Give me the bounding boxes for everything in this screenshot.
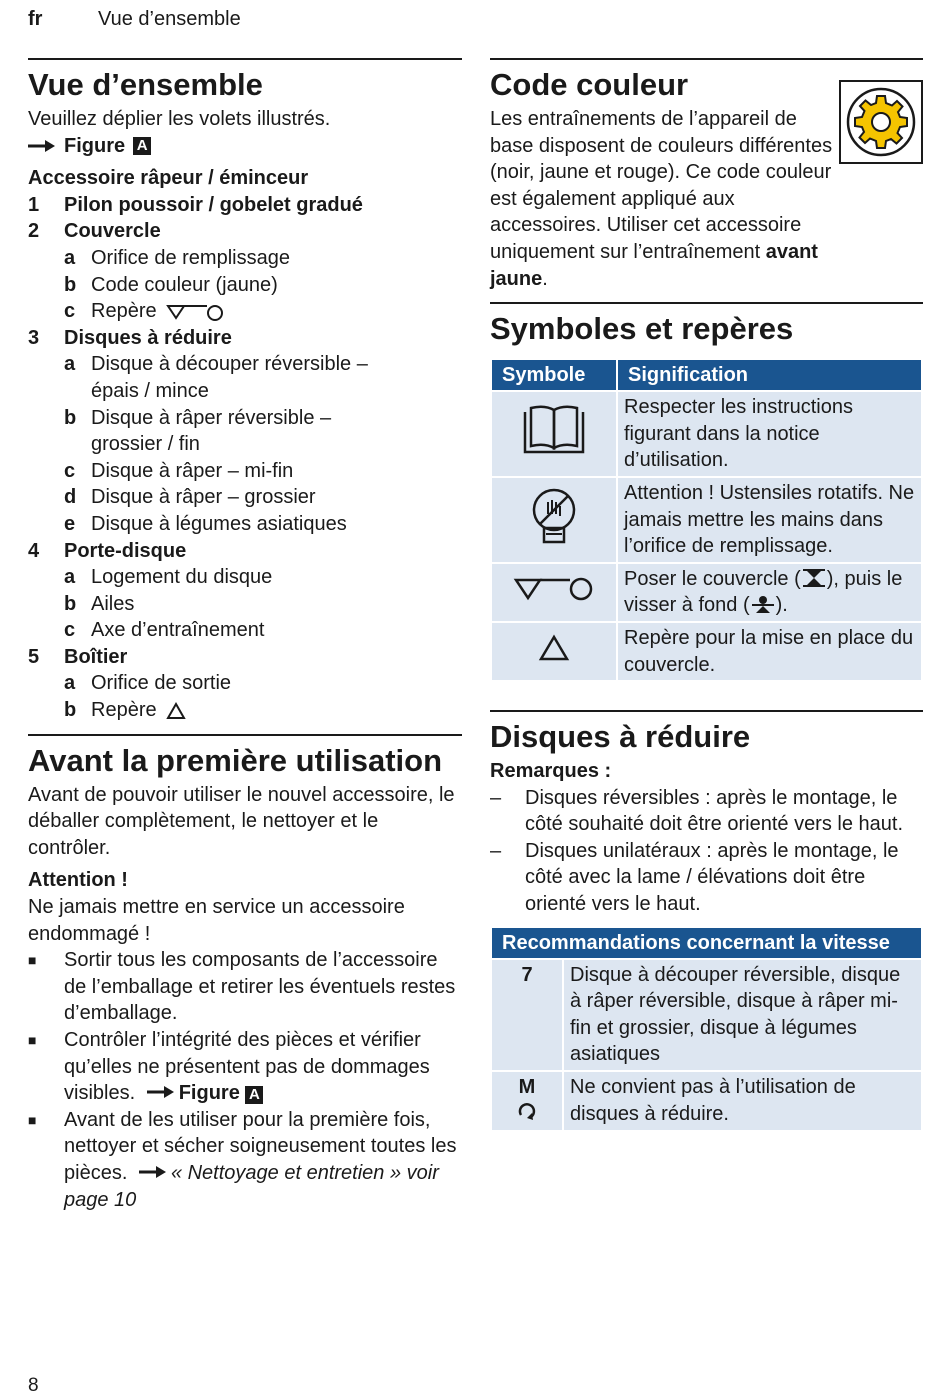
speed-table <box>490 926 923 1133</box>
sub-letter: b <box>64 592 77 615</box>
item-number: 2 <box>28 220 40 243</box>
arrow-right-icon <box>28 139 56 153</box>
dash-bullet: – <box>490 839 502 862</box>
figure-label: Figure <box>64 134 126 157</box>
header-language: fr <box>28 8 43 30</box>
bullet-text: Sortir tous les composants de l’accessoire de l’emballage et retirer les éventuels restes d’emballage. <box>64 949 456 1025</box>
speed-description: Ne convient pas à l’utilisation de disques à réduire. <box>563 1071 922 1131</box>
speed-value: M <box>518 1076 536 1099</box>
item-number: 4 <box>28 539 40 562</box>
figure-letter-box: A <box>133 137 151 155</box>
speed-description: Disque à découper réversible, disque à râper réversible, disque à râper mi-fin et grossier, disque à légumes asiatiques <box>563 959 922 1071</box>
section-rule <box>28 58 462 60</box>
rotate-icon <box>517 1101 537 1121</box>
list-item <box>28 538 462 565</box>
sub-text: Logement du disque <box>91 566 273 589</box>
column-header-symbol: Symbole <box>491 359 617 391</box>
table-row <box>491 477 922 563</box>
list-item <box>28 218 462 245</box>
accessory-title: Accessoire râpeur / éminceur <box>28 167 309 190</box>
sub-item <box>28 564 462 591</box>
arrow-right-icon <box>139 1165 167 1179</box>
table-row <box>491 1071 922 1131</box>
sub-letter: c <box>64 459 76 482</box>
meaning-cell <box>617 563 922 622</box>
sub-text: Repère <box>91 699 157 722</box>
square-bullet-icon: ■ <box>28 1111 37 1128</box>
item-number: 5 <box>28 645 40 668</box>
figure-letter-box: A <box>245 1086 263 1104</box>
first-use-heading: Avant la première utilisation <box>28 742 443 778</box>
table-row <box>491 959 922 1071</box>
symbol-cell <box>491 563 617 622</box>
sub-letter: c <box>64 619 76 642</box>
sub-item <box>28 591 462 618</box>
bullet-text: Contrôler l’intégrité des pièces et vérifier qu’elles ne présentent pas de dommages visibles. <box>64 1029 430 1105</box>
meaning-text: ), puis le visser à fond ( <box>624 567 903 617</box>
speed-value: 7 <box>491 959 563 1071</box>
cross-reference-link[interactable]: « Nettoyage et entretien » voir page 10 <box>64 1161 439 1211</box>
item-label: Boîtier <box>64 645 128 668</box>
punctuation: . <box>542 267 548 290</box>
meaning-cell: Attention ! Ustensiles rotatifs. Ne jamais mettre les mains dans l’orifice de remplissage. <box>617 477 922 563</box>
remark-text: Disques unilatéraux : après le montage, le côté avec la lame / élévations doit être orienté vers le haut. <box>525 839 899 916</box>
section-rule <box>490 302 923 304</box>
symbol-cell <box>491 477 617 563</box>
bullet-item <box>28 1107 462 1213</box>
sub-item <box>28 458 462 485</box>
sub-item <box>28 511 462 538</box>
sub-item <box>28 272 462 299</box>
no-hands-icon <box>524 486 584 546</box>
sub-item <box>28 351 462 404</box>
remark-item <box>490 785 923 838</box>
dash-bullet: – <box>490 786 502 809</box>
color-code-emphasis: avant jaune <box>490 240 818 290</box>
square-bullet-icon: ■ <box>28 952 37 969</box>
sub-letter: b <box>64 273 77 296</box>
book-icon <box>521 402 587 458</box>
sub-text: Axe d’entraînement <box>91 619 265 642</box>
item-label: Pilon poussoir / gobelet gradué <box>64 193 363 216</box>
remark-text: Disques réversibles : après le montage, le côté souhaité doit être orienté vers le haut. <box>525 786 904 836</box>
screw-lid-icon <box>750 594 776 614</box>
bullet-item <box>28 1027 462 1107</box>
triangle-icon <box>165 700 187 722</box>
sub-letter: c <box>64 300 76 323</box>
sub-letter: a <box>64 353 76 376</box>
item-label: Couvercle <box>64 220 161 243</box>
item-label: Disques à réduire <box>64 326 232 349</box>
gear-icon <box>845 86 917 158</box>
item-number: 3 <box>28 326 40 349</box>
discs-heading: Disques à réduire <box>490 719 751 755</box>
overview-heading: Vue d’ensemble <box>28 67 263 102</box>
meaning-cell: Respecter les instructions figurant dans la notice d’utilisation. <box>617 391 922 477</box>
sub-text: Orifice de sortie <box>91 672 232 695</box>
sub-text: Disque à légumes asiatiques <box>91 512 347 535</box>
sub-letter: b <box>64 406 77 429</box>
sub-letter: d <box>64 486 77 509</box>
sub-letter: a <box>64 672 76 695</box>
table-row <box>491 622 922 681</box>
sub-letter: b <box>64 699 77 722</box>
sub-item <box>28 697 462 724</box>
square-bullet-icon: ■ <box>28 1032 37 1048</box>
item-number: 1 <box>28 193 40 216</box>
right-column <box>490 58 923 1132</box>
speed-table-header: Recommandations concernant la vitesse <box>491 927 922 959</box>
remark-item <box>490 838 923 918</box>
section-rule <box>490 710 923 712</box>
symbols-table <box>490 358 923 682</box>
overview-intro: Veuillez déplier les volets illustrés. <box>28 108 331 130</box>
attention-label: Attention ! <box>28 869 128 892</box>
sub-item <box>28 245 462 272</box>
sub-text: Repère <box>91 300 157 323</box>
meaning-cell: Repère pour la mise en place du couvercle. <box>617 622 922 681</box>
section-rule <box>490 58 923 60</box>
speed-value-cell <box>491 1071 563 1131</box>
list-item <box>28 192 462 219</box>
column-header-meaning: Signification <box>617 359 922 391</box>
meaning-text: ). <box>775 594 788 617</box>
first-use-intro: Avant de pouvoir utiliser le nouvel accessoire, le déballer complètement, le nettoyer et le contrôler. <box>28 783 455 859</box>
sub-letter: e <box>64 512 76 535</box>
sub-text: Code couleur (jaune) <box>91 273 278 296</box>
color-code-heading: Code couleur <box>490 67 689 102</box>
color-code-badge <box>839 80 923 164</box>
list-item <box>28 644 462 671</box>
color-code-text: Les entraînements de l’appareil de base disposent de couleurs différentes (noir, jaune et rouge). Ce code couleur est également appliqué aux accessoires. Utiliser cet accessoire uniquement sur l’entraînement <box>490 108 833 263</box>
remarks-label: Remarques : <box>490 760 612 783</box>
meaning-text: Poser le couvercle ( <box>624 567 801 590</box>
lid-marks-icon <box>165 301 227 323</box>
sub-text: Disque à râper – mi-fin <box>91 459 294 482</box>
triangle-icon <box>537 633 571 663</box>
sub-text: Orifice de remplissage <box>91 246 290 269</box>
sub-text-cont: grossier / fin <box>91 433 200 456</box>
section-rule <box>28 734 462 736</box>
lid-marks-icon <box>512 572 596 606</box>
figure-label: Figure <box>178 1082 240 1105</box>
sub-text: Ailes <box>91 592 135 615</box>
sub-item <box>28 484 462 511</box>
bullet-text: Avant de les utiliser pour la première fois, nettoyer et sécher soigneusement toutes les pièces. <box>64 1108 457 1184</box>
sub-text: Disque à râper – grossier <box>91 486 316 509</box>
color-code-text-a <box>490 106 835 292</box>
list-item <box>28 325 462 352</box>
arrow-right-icon <box>147 1085 175 1099</box>
sub-item <box>28 670 462 697</box>
symbol-cell <box>491 391 617 477</box>
table-row <box>491 563 922 622</box>
symbol-cell <box>491 622 617 681</box>
page-number: 8 <box>28 1375 39 1396</box>
place-lid-icon <box>801 568 827 588</box>
item-label: Porte-disque <box>64 539 187 562</box>
sub-text-cont: épais / mince <box>91 379 209 402</box>
sub-item <box>28 617 462 644</box>
header-title: Vue d’ensemble <box>98 8 241 30</box>
sub-text: Disque à découper réversible – <box>91 353 368 376</box>
sub-item <box>28 298 462 325</box>
sub-letter: a <box>64 246 76 269</box>
left-column <box>28 58 462 1213</box>
sub-item <box>28 405 462 458</box>
attention-text: Ne jamais mettre en service un accessoire endommagé ! <box>28 896 405 945</box>
sub-text: Disque à râper réversible – <box>91 406 332 429</box>
sub-letter: a <box>64 566 76 589</box>
table-row <box>491 391 922 477</box>
symbols-heading: Symboles et repères <box>490 311 794 347</box>
bullet-item <box>28 947 462 1027</box>
figure-reference <box>28 133 462 160</box>
